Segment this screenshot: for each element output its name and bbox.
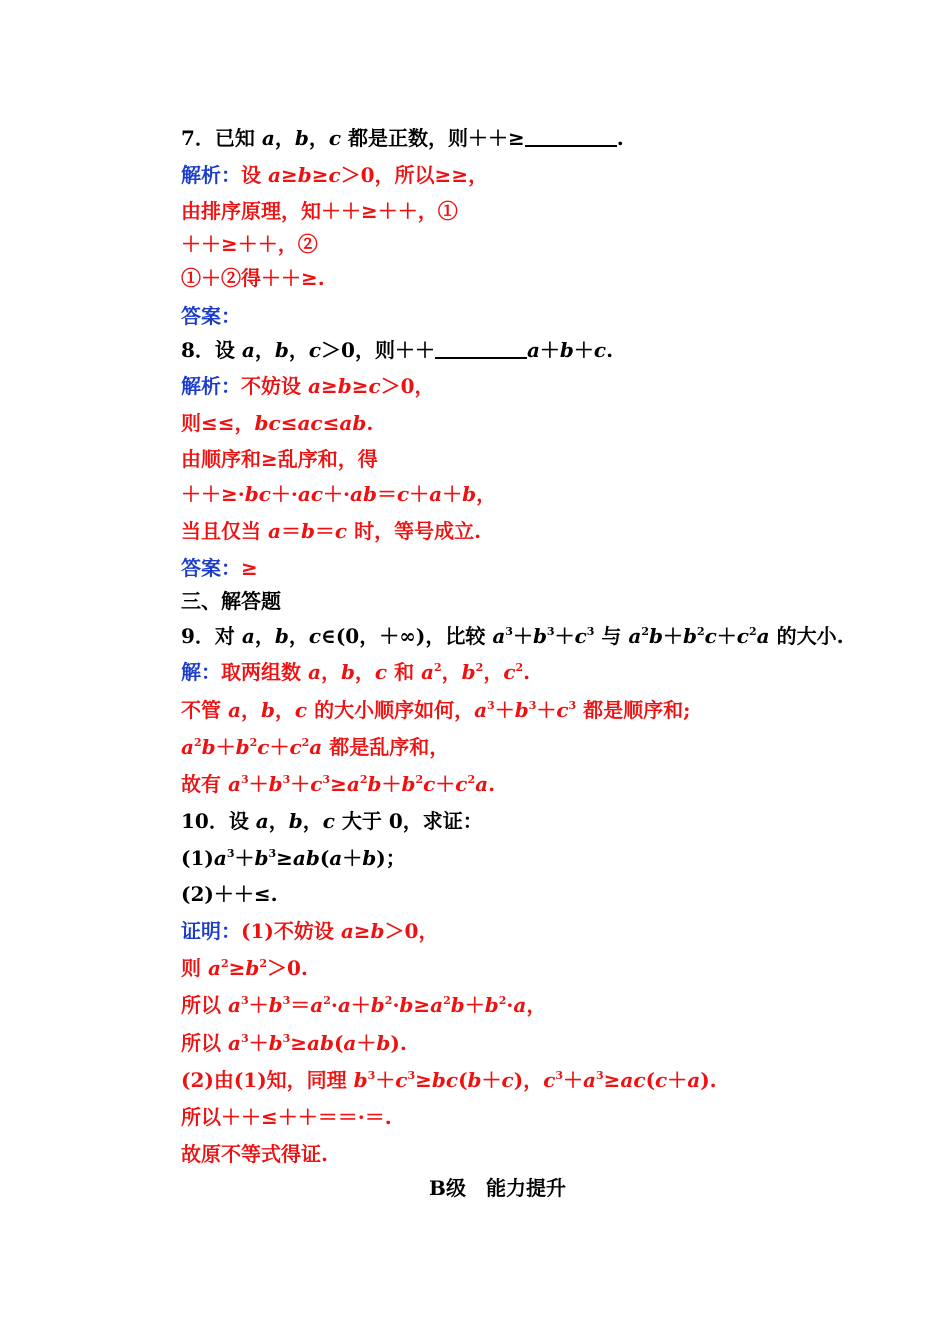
q8-line5: 当且仅当 a＝b＝c 时，等号成立. xyxy=(181,519,482,543)
q10-line6: 所以＋＋≤＋＋＝＝·＝. xyxy=(181,1105,392,1129)
proof-label: 证明： xyxy=(181,919,241,943)
q8-line4: ＋＋≥·bc＋·ac＋·ab＝c＋a＋b， xyxy=(181,482,497,506)
q10-part1: $(1)a^3+b^3\ge ab(a+b)$； xyxy=(181,846,406,870)
solution-label: 解： xyxy=(181,660,221,684)
q10-question: 10．设 a，b，c 大于 0，求证： xyxy=(181,809,483,833)
q9-line3: $a^2b+b^2c+c^2a$ 都是乱序和， xyxy=(181,735,450,759)
q7-question: 7．已知 a，b，c 都是正数，则＋＋≥ . xyxy=(181,126,624,150)
q8-answer: 答案：≥ xyxy=(181,556,258,580)
answer-blank xyxy=(435,339,527,359)
q10-line5: (2)由(1)知，同理 $b^3+c^3\ge bc(b+c)$，$c^3+a^3\ge ac(c+a)$. xyxy=(181,1068,717,1092)
q7-solution: 解析：设 a≥b≥c＞0，所以≥≥， xyxy=(181,163,489,187)
q8-line2: 则≤≤，bc≤ac≤ab. xyxy=(181,411,374,435)
q7-answer-label: 答案： xyxy=(181,304,241,328)
solution-label: 解析： xyxy=(181,374,241,398)
q10-line2: 则 $a^2\ge b^2>0$. xyxy=(181,956,308,980)
q7-line4: ①＋②得＋＋≥. xyxy=(181,266,325,290)
answer-blank xyxy=(525,127,617,147)
solution-label: 解析： xyxy=(181,163,241,187)
q10-line3: 所以 $a^3+b^3=a^2\cdot a+b^2\cdot b\ge a^2b+b^2\cdot a$， xyxy=(181,993,547,1017)
q9-line4: 故有 $a^3+b^3+c^3\ge a^2b+b^2c+c^2a$. xyxy=(181,772,496,796)
q9-solution: 解：取两组数 a，b，c 和 $a^2$，$b^2$，$c^2$. xyxy=(181,660,531,684)
q10-line4: 所以 $a^3+b^3\ge ab(a+b)$. xyxy=(181,1031,407,1055)
q8-solution: 解析：不妨设 a≥b≥c＞0， xyxy=(181,374,435,398)
q10-line7: 故原不等式得证. xyxy=(181,1142,328,1166)
q7-line2: 由排序原理，知＋＋≥＋＋，① xyxy=(181,199,458,223)
q10-proof: 证明：(1)不妨设 a≥b＞0， xyxy=(181,919,439,943)
q9-question: 9．对 a，b，c∈(0，＋∞)，比较 $a^3+b^3+c^3$ 与 $a^2b+b^2c+c^2a$ 的大小. xyxy=(181,624,844,648)
q7-line3: ＋＋≥＋＋，② xyxy=(181,232,318,256)
q9-line2: 不管 a，b，c 的大小顺序如何，$a^3+b^3+c^3$ 都是顺序和; xyxy=(181,698,691,722)
q8-question: 8．设 a，b，c＞0，则＋＋ a＋b＋c. xyxy=(181,338,614,362)
section-heading: 三、解答题 xyxy=(181,589,281,613)
q8-line3: 由顺序和≥乱序和，得 xyxy=(181,447,378,471)
q10-part2: (2)＋＋≤. xyxy=(181,882,278,906)
level-heading: B级 能力提升 xyxy=(429,1176,566,1200)
